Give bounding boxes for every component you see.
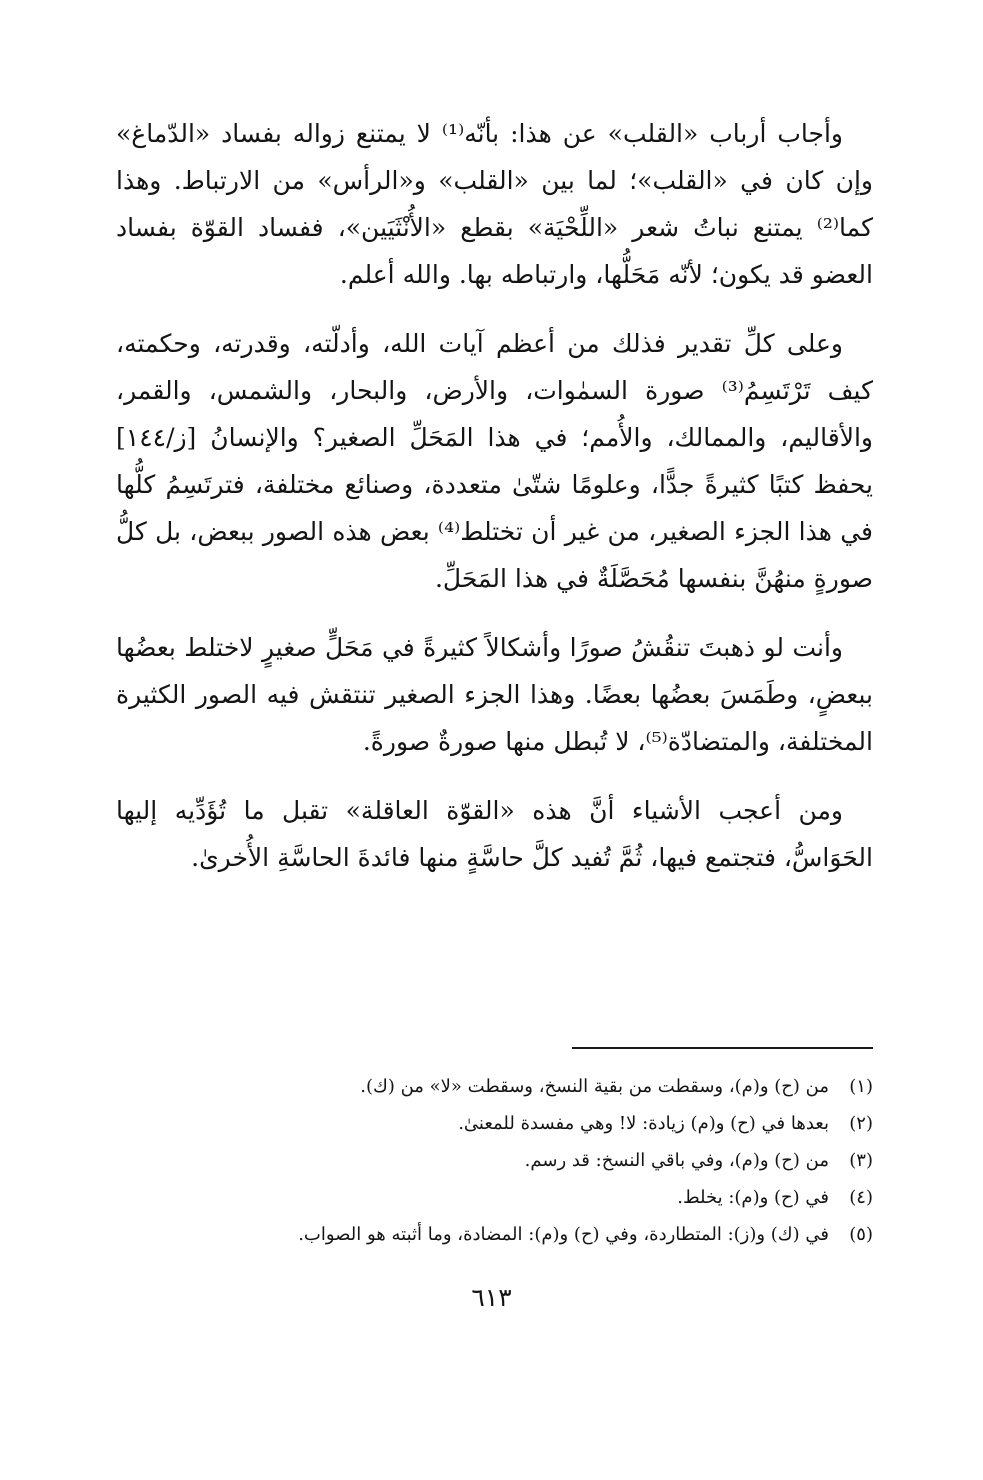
main-text: [116, 110, 873, 903]
footnote-1: [116, 1068, 873, 1105]
paragraph-4: ومن أعجب الأشياء أنَّ هذه «القوّة العاقلة» تقبل ما تُؤَدِّيه إليها الحَوَاسُّ، فتجتمع فيها، ثُمَّ تُفيد كلَّ حاسَّةٍ منها فائدةَ الحاسَّةِ الأُخرىٰ.: [116, 796, 873, 872]
footnote-separator: [572, 1047, 873, 1049]
footnote-number: (٥): [849, 1224, 873, 1245]
footnote-text: في (ح) و(م): يخلط.: [677, 1187, 829, 1208]
footnote-number: (٣): [849, 1150, 873, 1171]
footnotes: [116, 1068, 873, 1253]
footnote-number: (١): [849, 1076, 873, 1097]
footnote-number: (٢): [849, 1113, 873, 1134]
paragraph-3: وأنت لو ذهبتَ تنقُشُ صورًا وأشكالاً كثيرةً في مَحَلٍّ صغيرٍ لاختلط بعضُها ببعضٍ، وطَمَسَ بعضُها بعضًا. وهذا الجزء الصغير تنتقش فيه الصور الكثيرة المختلفة، والمتضادّة⁽⁵⁾، لا تُبطل منها صورةٌ صورةً.: [116, 633, 873, 756]
footnote-text: في (ك) و(ز): المتطاردة، وفي (ح) و(م): المضادة، وما أثبته هو الصواب.: [298, 1224, 829, 1245]
footnote-2: [116, 1105, 873, 1142]
footnote-text: بعدها في (ح) و(م) زيادة: لا! وهي مفسدة للمعنىٰ.: [458, 1113, 829, 1134]
footnote-5: [116, 1216, 873, 1253]
footnote-4: [116, 1179, 873, 1216]
footnote-number: (٤): [849, 1187, 873, 1208]
paragraph-2: وعلى كلِّ تقدير فذلك من أعظم آيات الله، وأدلّته، وقدرته، وحكمته، كيف تَرْتَسِمُ⁽³⁾ صورة السمٰوات، والأرض، والبحار، والشمس، والقمر، والأقاليم، والممالك، والأُمم؛ في هذا المَحَلِّ الصغير؟ والإنسانُ [ز/١٤٤] يحفظ كتبًا كثيرةً جدًّا، وعلومًا شتّىٰ متعددة، وصنائع مختلفة، فترتَسِمُ كلُّها في هذا الجزء الصغير، من غير أن تختلط⁽⁴⁾ بعض هذه الصور ببعض، بل كلُّ صورةٍ منهُنَّ بنفسها مُحَصَّلَةٌ في هذا المَحَلِّ.: [116, 329, 874, 593]
footnote-3: [116, 1142, 873, 1179]
paragraph-1: وأجاب أرباب «القلب» عن هذا: بأنّه⁽¹⁾ لا يمتنع زواله بفساد «الدّماغ» وإن كان في «القلب»؛ لما بين «القلب» و«الرأس» من الارتباط. وهذا كما⁽²⁾ يمتنع نباتُ شعر «اللِّحْيَة» بقطع «الأُنْثَيَين»، ففساد القوّة بفساد العضو قد يكون؛ لأنّه مَحَلُّها، وارتباطه بها. والله أعلم.: [116, 119, 873, 289]
footnote-text: من (ح) و(م)، وسقطت من بقية النسخ، وسقطت «لا» من (ك).: [360, 1076, 829, 1097]
page-number: ٦١٣: [471, 1283, 512, 1312]
footnote-text: من (ح) و(م)، وفي باقي النسخ: قد رسم.: [524, 1150, 829, 1171]
